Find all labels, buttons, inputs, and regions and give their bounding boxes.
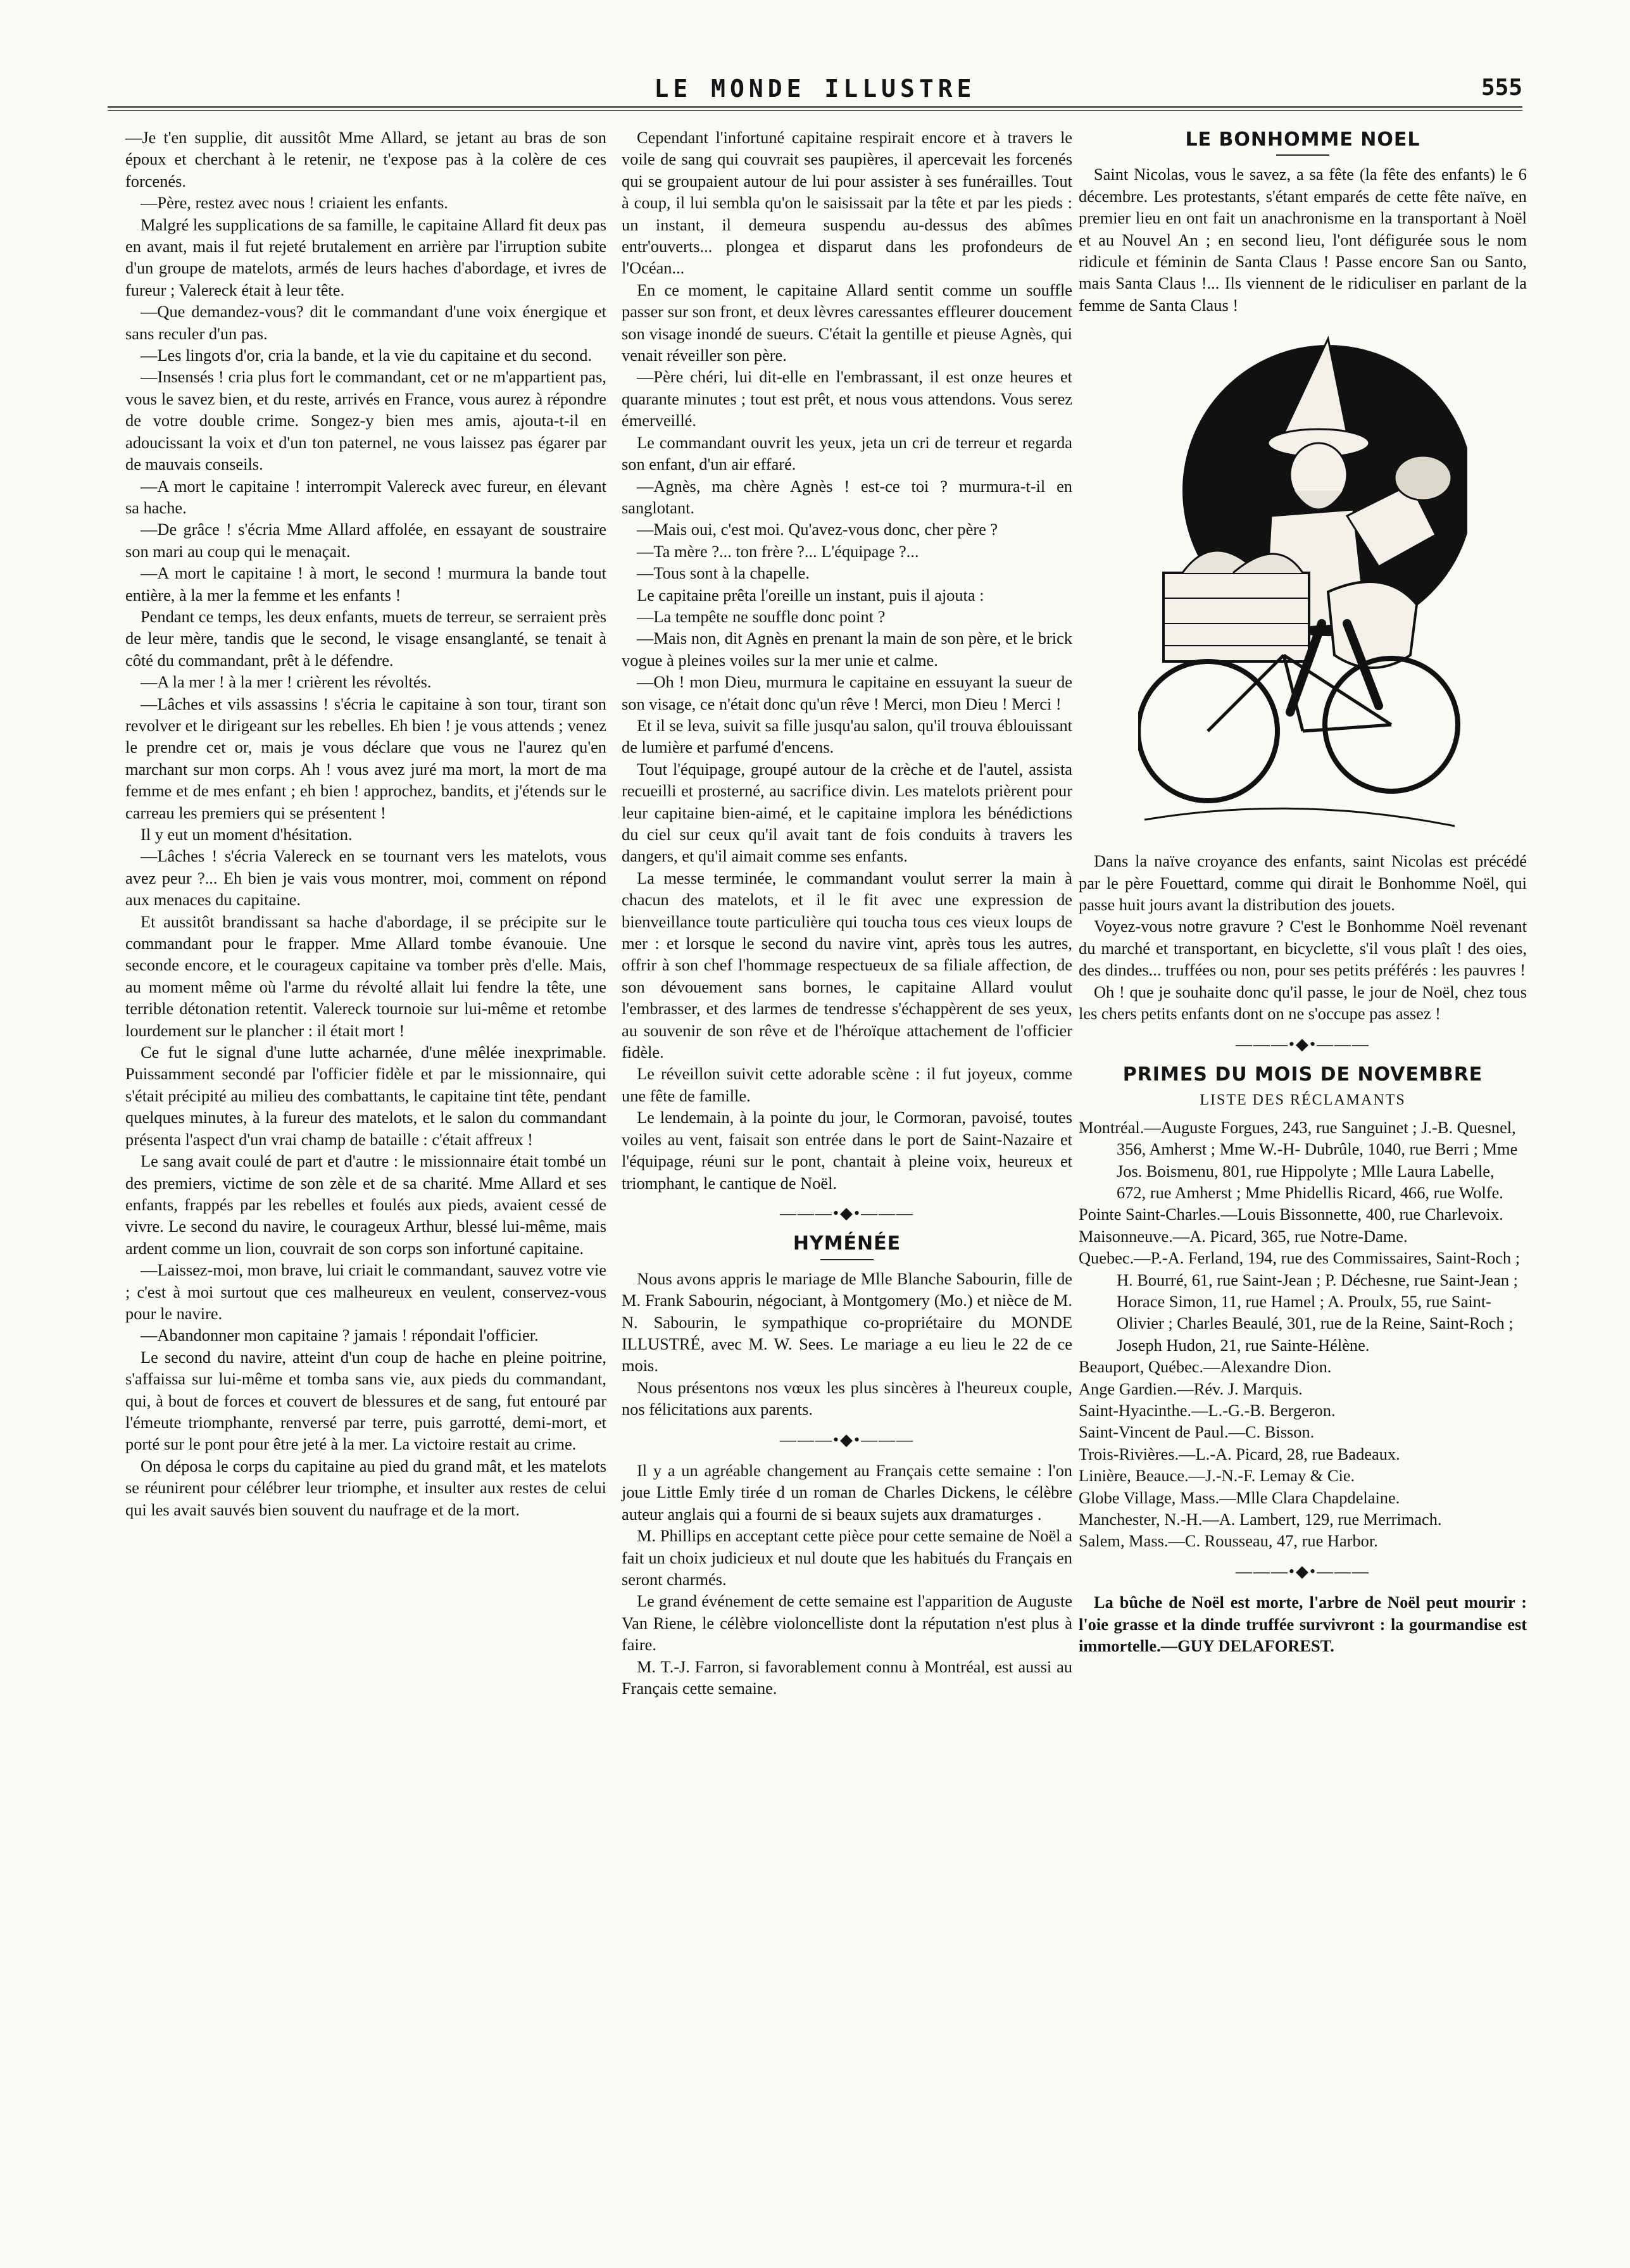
title-rule <box>1276 154 1329 156</box>
paragraph: Le commandant ouvrit les yeux, jeta un cri de terreur et regarda son enfant, d'un air effaré. <box>622 432 1072 474</box>
list-item: Globe Village, Mass.—Mlle Clara Chapdelaine. <box>1079 1488 1400 1507</box>
list-item: Trois-Rivières.—L.-A. Picard, 28, rue Badeaux. <box>1079 1444 1400 1463</box>
header-rule-thin <box>108 110 1522 111</box>
paragraph: Et il se leva, suivit sa fille jusqu'au salon, qu'il trouva éblouissant de lumière et parfumé d'encens. <box>622 715 1072 757</box>
paragraph: M. Phillips en acceptant cette pièce pour cette semaine de Noël a fait un choix judicieux et nul doute que les habitués du Français en seront charmés. <box>622 1526 1072 1589</box>
paragraph: En ce moment, le capitaine Allard sentit comme un souffle passer sur son front, et deux lèvres caressantes effleurer doucement son visage inondé de sueurs. C'était la gentille et pieuse Agnès, qui venait réveiller son père. <box>622 280 1072 365</box>
paragraph: Et aussitôt brandissant sa hache d'abordage, il se précipite sur le commandant pour le frapper. Mme Allard tombe évanouie. Une seconde encore, et le courageux capitaine va tomber près d'elle. Mais, au moment même où l'arme du révolté allait lui fendre la tête, une terrible détonation retentit. Valereck tournoie sur lui-même et retombe lourdement sur le plancher : il était mort ! <box>125 912 606 1040</box>
ornament-divider: ———•◆•——— <box>1235 1562 1370 1581</box>
paragraph: Tout l'équipage, groupé autour de la crèche et de l'autel, assista recueilli et prosterné, au sacrifice divin. Les matelots prièrent pour leur capitaine bien-aimé, et le capitaine implora les bénédictions du ciel sur ceux qu'il avait tant de fois conduits à travers les dangers, et qu'il aimait comme ses enfants. <box>622 759 1072 866</box>
paragraph: —Tous sont à la chapelle. <box>637 563 810 583</box>
paragraph: Ce fut le signal d'une lutte acharnée, d'une mêlée inexprimable. Puissamment secondé par l'officier fidèle et par le missionnaire, qui s'était précipité au milieu des combattants, le capitaine tint tête, pendant quelques minutes, à la fureur des matelots, et le salon du commandant présenta l'aspect d'un vrai champ de bataille : c'était affreux ! <box>125 1043 606 1149</box>
paragraph: Il y a un agréable changement au Français cette semaine : l'on joue Little Emly tirée d un roman de Charles Dickens, le célèbre auteur anglais qui a fourni de si beaux sujets aux dramaturges . <box>622 1460 1072 1524</box>
list-item: Beauport, Québec.—Alexandre Dion. <box>1079 1357 1332 1377</box>
paragraph: La messe terminée, le commandant voulut serrer la main à chacun des matelots, et il le fit avec une expression de bienveillance toute particulière qui toucha tous ces vieux loups de mer : et lorsque le second du navire vint, après tous les autres, offrir à son chef l'hommage respectueux de sa filiale affection, de son dévouement sans bornes, le capitaine Allard voulut l'embrasser, et des larmes de tendresse s'échappèrent de ses yeux, au souvenir de son rêve et de l'héroïque attachement de l'officier fidèle. <box>622 868 1072 1062</box>
santa-bicycle-illustration <box>1138 326 1467 845</box>
paragraph: —A la mer ! à la mer ! crièrent les révoltés. <box>141 672 432 692</box>
list-item: Manchester, N.-H.—A. Lambert, 129, rue Merrimach. <box>1079 1510 1442 1529</box>
ornament-divider: ———•◆•——— <box>1235 1034 1370 1053</box>
paragraph: —Les lingots d'or, cria la bande, et la vie du capitaine et du second. <box>141 346 592 365</box>
title-rule <box>820 1259 874 1260</box>
hymenee-title: HYMÉNÉE <box>793 1232 901 1255</box>
paragraph: M. T.-J. Farron, si favorablement connu à Montréal, est aussi au Français cette semaine. <box>622 1657 1072 1698</box>
claimants-list <box>1079 1117 1527 1552</box>
paragraph: —A mort le capitaine ! interrompit Valereck avec fureur, en élevant sa hache. <box>125 476 606 517</box>
paragraph: Il y eut un moment d'hésitation. <box>141 825 353 844</box>
paragraph: Le grand événement de cette semaine est l'apparition de Auguste Van Riene, le célèbre violoncelliste dont la réputation n'est plus à faire. <box>622 1591 1072 1655</box>
list-item: Quebec.—P.-A. Ferland, 194, rue des Commissaires, Saint-Roch ; H. Bourré, 61, rue Saint-Jean ; P. Déchesne, rue Saint-Jean ; Horace Simon, 11, rue Hamel ; A. Proulx, 55, rue Saint-Olivier ; Charles Beaulé, 301, rue de la Reine, Saint-Roch ; Joseph Hudon, 21, rue Sainte-Hélène. <box>1079 1248 1520 1355</box>
paragraph: —Lâches et vils assassins ! s'écria le capitaine à son tour, tirant son revolver et le dirigeant sur les rebelles. Eh bien ! je vous attends ; venez le prendre cet or, mais je vous déclare que vous ne l'aurez qu'en marchant sur mon corps. Ah ! vous avez juré ma mort, la mort de ma femme et de mes enfant ; eh bien ! approchez, bandits, et j'étends sur le carreau les premiers qui se présentent ! <box>125 694 606 822</box>
paragraph: Le réveillon suivit cette adorable scène : il fut joyeux, comme une fête de famille. <box>622 1064 1072 1105</box>
paragraph: Nous avons appris le mariage de Mlle Blanche Sabourin, fille de M. Frank Sabourin, négociant, à Montgomery (Mo.) et nièce de M. N. Sabourin, le sympathique co-propriétaire du MONDE ILLUSTRÉ, avec M. W. Sees. Le mariage a eu lieu le 22 de ce mois. <box>622 1269 1072 1375</box>
bonhomme-noel-title: LE BONHOMME NOEL <box>1185 128 1420 151</box>
masthead: LE MONDE ILLUSTRE <box>654 75 976 103</box>
list-item: Salem, Mass.—C. Rousseau, 47, rue Harbor. <box>1079 1531 1378 1551</box>
paragraph: —Ta mère ?... ton frère ?... L'équipage ?... <box>637 541 919 561</box>
header-rule <box>108 106 1522 108</box>
paragraph: Pendant ce temps, les deux enfants, muets de terreur, se serraient près de leur mère, tandis que le second, le visage ensanglanté, se tenait à côté du commandant, prêt à le défendre. <box>125 606 606 670</box>
paragraph: —Mais non, dit Agnès en prenant la main de son père, et le brick vogue à pleines voiles sur la mer unie et calme. <box>622 629 1072 670</box>
paragraph: —Je t'en supplie, dit aussitôt Mme Allard, se jetant au bras de son époux et cherchant à le retenir, ne t'expose pas à la colère de ces forcenés. <box>125 128 606 191</box>
paragraph: Malgré les supplications de sa famille, le capitaine Allard fit deux pas en avant, mais il fut rejeté brutalement en arrière par l'irruption subite d'un groupe de matelots, armés de leurs haches d'abordage, et ivres de fureur ; Valereck était à leur tête. <box>125 215 606 299</box>
column-2 <box>622 127 1072 1699</box>
paragraph: Dans la naïve croyance des enfants, saint Nicolas est précédé par le père Fouettard, comme qui dirait le Bonhomme Noël, qui passe huit jours avant la distribution des jouets. <box>1079 851 1527 915</box>
paragraph: Voyez-vous notre gravure ? C'est le Bonhomme Noël revenant du marché et transportant, en bicyclette, s'il vous plaît ! des oies, des dindes... truffées ou non, pour ses petits préférés : les pauvres ! <box>1079 917 1527 980</box>
paragraph: Nous présentons nos vœux les plus sincères à l'heureux couple, nos félicitations aux parents. <box>622 1377 1072 1419</box>
paragraph: —Abandonner mon capitaine ? jamais ! répondait l'officier. <box>141 1325 539 1345</box>
page-number: 555 <box>1481 75 1522 101</box>
paragraph: —Père, restez avec nous ! criaient les enfants. <box>141 193 448 213</box>
paragraph: —A mort le capitaine ! à mort, le second ! murmura la bande tout entière, à la mer la femme et les enfants ! <box>125 563 606 605</box>
list-item: Maisonneuve.—A. Picard, 365, rue Notre-Dame. <box>1079 1226 1408 1246</box>
paragraph: —Père chéri, lui dit-elle en l'embrassant, il est onze heures et quarante minutes ; tout est prêt, et nous vous attendons. Vous serez émerveillé. <box>622 367 1072 430</box>
ornament-divider: ———•◆•——— <box>779 1430 915 1449</box>
paragraph: Oh ! que je souhaite donc qu'il passe, le jour de Noël, chez tous les chers petits enfants dont on ne s'occupe pas assez ! <box>1079 982 1527 1024</box>
paragraph: —Agnès, ma chère Agnès ! est-ce toi ? murmura-t-il en sanglotant. <box>622 476 1072 517</box>
list-item: Montréal.—Auguste Forgues, 243, rue Sanguinet ; J.-B. Quesnel, 356, Amherst ; Mme W.-H- Dubrûle, 1040, rue Berri ; Mme Jos. Boismenu, 801, rue Hippolyte ; Mlle Laura Labelle, 672, rue Amherst ; Mme Phidellis Ricard, 466, rue Wolfe. <box>1079 1117 1518 1202</box>
paragraph: Le lendemain, à la pointe du jour, le Cormoran, pavoisé, toutes voiles au vent, faisait son entrée dans le port de Saint-Nazaire et l'équipage, réuni sur le pont, chantait à pleine voix, heureux et triomphant, le cantique de Noël. <box>622 1108 1072 1193</box>
paragraph: —Lâches ! s'écria Valereck en se tournant vers les matelots, vous avez peur ?... Eh bien je vais vous montrer, moi, comment on répond aux menaces du capitaine. <box>125 846 606 910</box>
paragraph: Le second du navire, atteint d'un coup de hache en pleine poitrine, s'affaissa sur lui-même et tomba sans vie, aux pieds du commandant, qui, à bout de forces et couvert de blessures et de sang, fut entouré par l'émeute triomphante, renversé par terre, puis garrotté, demi-mort, et porté sur le pont pour être jeté à la mer. La victoire restait au crime. <box>125 1347 606 1454</box>
list-item: Ange Gardien.—Rév. J. Marquis. <box>1079 1379 1303 1398</box>
paragraph: —De grâce ! s'écria Mme Allard affolée, en essayant de soustraire son mari au coup qui le menaçait. <box>125 520 606 561</box>
paragraph: Le capitaine prêta l'oreille un instant, puis il ajouta : <box>637 585 984 605</box>
paragraph: —La tempête ne souffle donc point ? <box>637 606 886 626</box>
paragraph: —Mais oui, c'est moi. Qu'avez-vous donc, cher père ? <box>637 520 998 539</box>
paragraph: Saint Nicolas, vous le savez, a sa fête (la fête des enfants) le 6 décembre. Les protestants, s'étant emparés de cette fête naïve, en premier lieu en ont fait un anachronisme en la transportant à Noël et au Nouvel An ; en second lieu, l'ont défigurée sous le nom ridicule et féminin de Santa Claus ! Passe encore San ou Santo, mais Santa Claus !... Ils viennent de le ridiculiser en parlant de la femme de Santa Claus ! <box>1079 165 1527 315</box>
paragraph: Cependant l'infortuné capitaine respirait encore et à travers le voile de sang qui couvrait ses paupières, il apercevait les forcenés qui se groupaient autour de lui pour assister à ses funérailles. Tout à coup, il lui sembla qu'on le saisissait par la tête et par les pieds : un instant, il demeura suspendu au-dessus des abîmes entr'ouverts... plongea et disparut dans les profondeurs de l'Océan... <box>622 128 1072 278</box>
paragraph: On déposa le corps du capitaine au pied du grand mât, et les matelots se réunirent pour célébrer leur triomphe, et insulter aux restes de celui qui les avait sauvés bien souvent du naufrage et de la mort. <box>125 1456 606 1519</box>
ornament-divider: ———•◆•——— <box>779 1203 915 1222</box>
primes-subtitle: LISTE DES RÉCLAMANTS <box>1200 1092 1406 1109</box>
paragraph: —Laissez-moi, mon brave, lui criait le commandant, sauvez votre vie ; c'est à moi surtout que ces malheureux en veulent, conservez-vous pour le navire. <box>125 1260 606 1323</box>
list-item: Linière, Beauce.—J.-N.-F. Lemay & Cie. <box>1079 1466 1355 1486</box>
paragraph: —Que demandez-vous? dit le commandant d'une voix énergique et sans reculer d'un pas. <box>125 302 606 343</box>
list-item: Saint-Hyacinthe.—L.-G.-B. Bergeron. <box>1079 1401 1336 1420</box>
primes-title: PRIMES DU MOIS DE NOVEMBRE <box>1122 1063 1483 1086</box>
list-item: Pointe Saint-Charles.—Louis Bissonnette, 400, rue Charlevoix. <box>1079 1205 1503 1224</box>
column-1 <box>125 127 606 1520</box>
column-3 <box>1079 127 1527 1657</box>
paragraph: Le sang avait coulé de part et d'autre : le missionnaire était tombé un des premiers, victime de son zèle et de sa charité. Mme Allard et ses enfants, frappés par les rebelles et foulés aux pieds, avaient cessé de vivre. Le second du navire, le courageux Arthur, blessé lui-même, mais ardent comme un lion, couvrait de son corps son infortuné capitaine. <box>125 1151 606 1258</box>
paragraph: —Insensés ! cria plus fort le commandant, cet or ne m'appartient pas, vous le savez bien, et du reste, arrivés en France, vous aurez à répondre de votre double crime. Songez-y bien mes amis, ajouta-t-il en adoucissant la voix et d'un ton paternel, ne vous laissez pas égarer par de mauvais conseils. <box>125 367 606 474</box>
paragraph: —Oh ! mon Dieu, murmura le capitaine en essuyant la sueur de son visage, ce n'était donc qu'un rêve ! Merci, mon Dieu ! Merci ! <box>622 672 1072 713</box>
closing-quote: La bûche de Noël est morte, l'arbre de Noël peut mourir : l'oie grasse et la dinde truffée survivront : la gourmandise est immortelle.—GUY DELAFOREST. <box>1079 1593 1527 1656</box>
list-item: Saint-Vincent de Paul.—C. Bisson. <box>1079 1422 1315 1442</box>
page-header <box>108 75 1522 120</box>
